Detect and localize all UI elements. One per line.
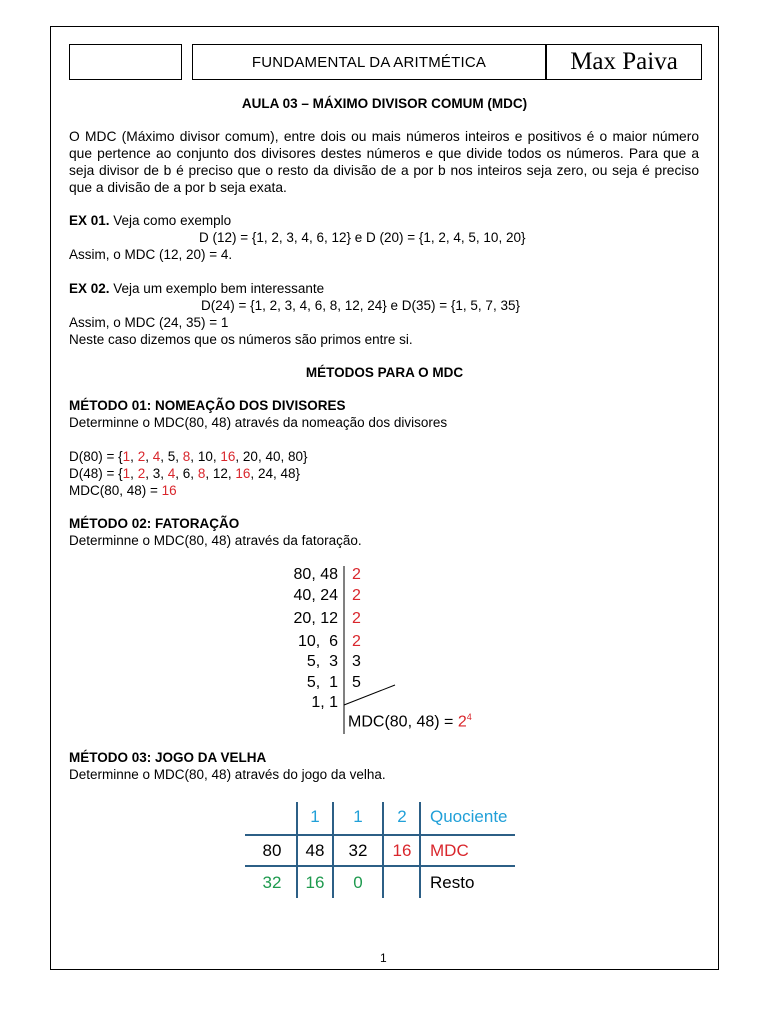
factorization-result-prefix: MDC(80, 48) = — [348, 713, 458, 731]
factorization-dividends: 10, 6 — [297, 633, 338, 650]
divisor-value: 3 — [152, 466, 161, 481]
factorization-factor: 2 — [352, 566, 361, 583]
d80-prefix: D(80) = { — [69, 449, 123, 464]
method01-result-prefix: MDC(80, 48) = — [69, 483, 162, 498]
ex01-sets: D (12) = {1, 2, 3, 4, 6, 12} e D (20) = {1, 2, 4, 5, 10, 20} — [199, 230, 526, 245]
factorization-result — [348, 707, 472, 732]
divisor-value: 8 — [197, 466, 206, 481]
ex02-label: EX 02. — [69, 281, 110, 296]
quotient-label: Quociente — [430, 807, 508, 826]
page-number: 1 — [380, 951, 387, 965]
ex01-heading — [69, 212, 231, 229]
header-author-text: Max Paiva — [570, 48, 678, 75]
header-empty-box — [69, 44, 182, 80]
factorization-dividends: 1, 1 — [311, 694, 338, 711]
divisor-value: 6 — [182, 466, 191, 481]
divisor-value: 24 — [257, 466, 273, 481]
method02-description: Determinne o MDC(80, 48) através da fatoração. — [69, 533, 362, 548]
quotient-value: 1 — [353, 807, 363, 826]
method01-description: Determinne o MDC(80, 48) através da nomeação dos divisores — [69, 415, 448, 430]
divisor-value: 80 — [288, 449, 304, 464]
divisor-value: 1 — [122, 449, 131, 464]
divisor-value: 40 — [265, 449, 281, 464]
dividend-value: 32 — [348, 841, 368, 860]
divisor-value: 20 — [242, 449, 258, 464]
dividend-value: 48 — [305, 841, 325, 860]
remainder-label: Resto — [430, 873, 475, 892]
methods-title: MÉTODOS PARA O MDC — [305, 365, 464, 380]
header-author — [546, 44, 702, 80]
factorization-dividends: 40, 24 — [293, 587, 338, 604]
factorization-factor: 5 — [352, 674, 361, 691]
method03-title: MÉTODO 03: JOGO DA VELHA — [69, 750, 267, 765]
divisor-value: 12 — [212, 466, 228, 481]
dividend-value: 16 — [392, 841, 412, 860]
dividend-value: 80 — [262, 841, 282, 860]
method01-title: MÉTODO 01: NOMEAÇÃO DOS DIVISORES — [69, 398, 346, 413]
divisor-value: 16 — [220, 449, 236, 464]
factorization-factor: 3 — [352, 653, 361, 670]
divisor-value: 4 — [167, 466, 176, 481]
mdc-label: MDC — [430, 841, 469, 860]
factorization-result-exponent: 4 — [466, 712, 472, 722]
d48-list: 1, 2, 3, 4, 6, 8, 12, 16, 24, 48 — [122, 466, 296, 481]
ex02-heading — [69, 280, 324, 297]
lesson-title: AULA 03 – MÁXIMO DIVISOR COMUM (MDC) — [241, 96, 528, 111]
ex02-result: Assim, o MDC (24, 35) = 1 — [69, 315, 229, 330]
factorization-factor: 2 — [352, 610, 361, 627]
method02-title: MÉTODO 02: FATORAÇÃO — [69, 516, 240, 531]
factorization-dividends: 80, 48 — [293, 566, 338, 583]
remainder-value: 0 — [353, 873, 363, 892]
divisor-value: 10 — [197, 449, 213, 464]
ex02-note: Neste caso dizemos que os números são primos entre si. — [69, 332, 413, 347]
divisor-value: 2 — [137, 449, 146, 464]
ex02-sets: D(24) = {1, 2, 3, 4, 6, 8, 12, 24} e D(35) = {1, 5, 7, 35} — [201, 298, 520, 313]
factorization-result-base: 2 — [457, 713, 467, 731]
method01-result — [69, 482, 177, 499]
intro-paragraph: O MDC (Máximo divisor comum), entre dois ou mais números inteiros e positivos é o maior número que pertence ao conjunto dos divisores destes números e que divide todos os números. Para que a seja divisor de b é preciso que o resto da divisão de a por b nos inteiros seja zero, ou seja é preciso que a divisão de a por b seja exata. — [69, 129, 699, 195]
d80-list: 1, 2, 4, 5, 8, 10, 16, 20, 40, 80 — [122, 449, 304, 464]
factorization-dividends: 5, 3 — [306, 653, 338, 670]
ex01-text: Veja como exemplo — [109, 213, 232, 228]
ex01-label: EX 01. — [69, 213, 110, 228]
divisor-value: 48 — [280, 466, 296, 481]
ex01-result: Assim, o MDC (12, 20) = 4. — [69, 247, 233, 262]
factorization-dividends: 20, 12 — [293, 610, 338, 627]
factorization-figure — [278, 562, 483, 737]
divisor-value: 5 — [167, 449, 176, 464]
remainder-value: 32 — [262, 873, 282, 892]
method01-d80: D(80) = {1, 2, 4, 5, 8, 10, 16, 20, 40, 80} — [69, 449, 308, 464]
method03-description: Determinne o MDC(80, 48) através do jogo da velha. — [69, 767, 386, 782]
remainder-value: 16 — [305, 873, 325, 892]
factorization-factor: 2 — [352, 633, 361, 650]
quotient-value: 1 — [310, 807, 320, 826]
divisor-value: 1 — [122, 466, 131, 481]
method01-result-value: 16 — [161, 483, 177, 498]
divisor-value: 16 — [235, 466, 251, 481]
divisor-value: 2 — [137, 466, 146, 481]
divisor-value: 4 — [152, 449, 161, 464]
jogo-da-velha-figure — [245, 800, 525, 900]
header-title-text: FUNDAMENTAL DA ARITMÉTICA — [251, 53, 487, 71]
ex02-text: Veja um exemplo bem interessante — [109, 281, 325, 296]
divisor-value: 8 — [182, 449, 191, 464]
quotient-value: 2 — [397, 807, 407, 826]
factorization-dividends: 5, 1 — [306, 674, 338, 691]
factorization-factor: 2 — [352, 587, 361, 604]
header-title — [192, 44, 546, 80]
d48-prefix: D(48) = { — [69, 466, 123, 481]
method01-d48: D(48) = {1, 2, 3, 4, 6, 8, 12, 16, 24, 48} — [69, 466, 301, 481]
